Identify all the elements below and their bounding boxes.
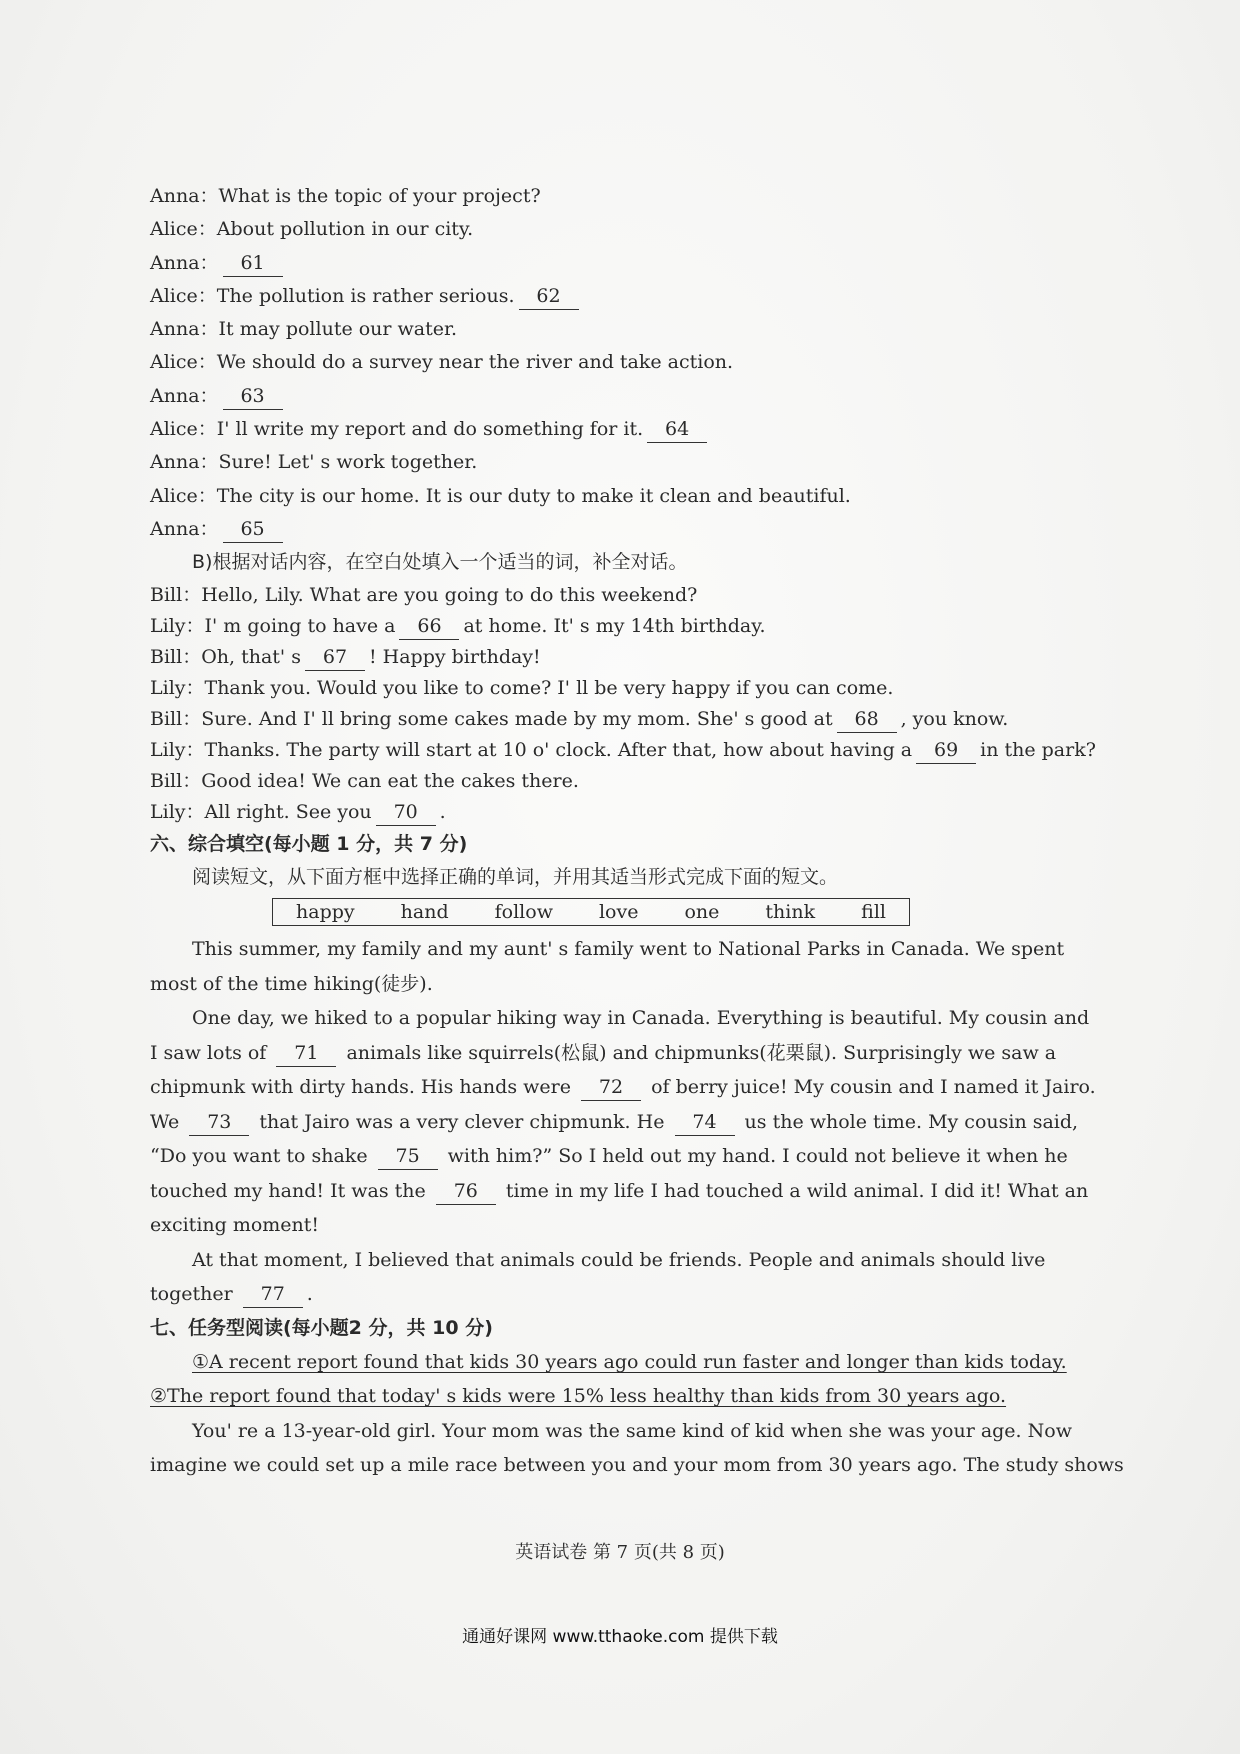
dialogue-line	[150, 513, 1040, 546]
passage-line	[150, 1139, 1068, 1174]
dialogue-text: Oh, that' s	[201, 645, 301, 668]
speaker-label: Anna：	[150, 185, 219, 207]
dialogue-line	[150, 313, 1040, 346]
passage-line: One day, we hiked to a popular hiking way in Canada. Everything is beautiful. My cousin and	[192, 1007, 1090, 1030]
dialogue-text: About pollution in our city.	[216, 218, 474, 241]
blank-62[interactable]: 62	[519, 283, 579, 310]
page-content	[150, 180, 1124, 1483]
text: animals like squirrels(松鼠) and chipmunks(花栗鼠). Surprisingly we saw a	[346, 1041, 1057, 1064]
blank-63[interactable]: 63	[223, 383, 283, 410]
dialogue-line	[150, 673, 1040, 704]
dialogue-a	[150, 180, 1040, 546]
blank-73[interactable]: 73	[189, 1109, 249, 1136]
dialogue-line	[150, 580, 1040, 611]
text: of berry juice! My cousin and I named it Jairo.	[651, 1076, 1096, 1099]
section-7-title: 七、任务型阅读(每小题2 分，共 10 分)	[150, 1316, 493, 1339]
passage-paragraph-2	[150, 1001, 1096, 1243]
dialogue-line	[150, 180, 1040, 213]
blank-77[interactable]: 77	[243, 1281, 303, 1308]
passage-line: imagine we could set up a mile race between you and your mom from 30 years ago. The study shows	[150, 1454, 1124, 1477]
dialogue-text: All right. See you	[204, 800, 372, 823]
text: that Jairo was a very clever chipmunk. He	[259, 1110, 665, 1133]
dialogue-text: in the park?	[980, 738, 1096, 761]
blank-71[interactable]: 71	[276, 1040, 336, 1067]
dialogue-text: Hello, Lily. What are you going to do this weekend?	[201, 583, 698, 606]
blank-70[interactable]: 70	[376, 799, 436, 826]
text: We	[150, 1110, 180, 1133]
dialogue-text: The city is our home. It is our duty to make it clean and beautiful.	[216, 484, 851, 507]
speaker-label: Anna：	[150, 251, 219, 274]
speaker-label: Lily：	[150, 614, 205, 637]
dialogue-line	[150, 480, 1040, 513]
dialogue-text: ! Happy birthday!	[368, 645, 541, 668]
dialogue-line	[150, 704, 1040, 735]
dialogue-line	[150, 213, 1040, 246]
word-bank-item: follow	[494, 901, 553, 924]
dialogue-line	[150, 280, 1040, 313]
dialogue-text: Sure! Let' s work together.	[218, 451, 478, 474]
dialogue-line	[150, 797, 1040, 828]
dialogue-line	[150, 642, 1040, 673]
passage-line	[150, 1277, 1040, 1312]
speaker-label: Anna：	[150, 517, 219, 540]
dialogue-text: Thanks. The party will start at 10 o' clock. After that, how about having a	[204, 738, 913, 761]
speaker-label: Lily：	[150, 676, 205, 699]
dialogue-text: Sure. And I' ll bring some cakes made by my mom. She' s good at	[201, 707, 833, 730]
text: chipmunk with dirty hands. His hands were	[150, 1076, 571, 1099]
passage-line: You' re a 13-year-old girl. Your mom was the same kind of kid when she was your age. Now	[192, 1419, 1072, 1442]
passage-paragraph-1	[150, 932, 1065, 1001]
blank-61[interactable]: 61	[223, 250, 283, 277]
underlined-sentence-1: ①A recent report found that kids 30 years ago could run faster and longer than kids today.	[192, 1350, 1067, 1373]
word-bank-item: hand	[400, 901, 449, 924]
blank-69[interactable]: 69	[916, 737, 976, 764]
word-bank-item: love	[598, 901, 639, 924]
speaker-label: Bill：	[150, 645, 202, 668]
dialogue-b	[150, 580, 1096, 828]
speaker-label: Bill：	[150, 583, 202, 606]
blank-74[interactable]: 74	[675, 1109, 735, 1136]
underlined-sentence-2: ②The report found that today' s kids were 15% less healthy than kids from 30 years ago.	[150, 1385, 1007, 1408]
blank-66[interactable]: 66	[399, 613, 459, 640]
dialogue-line	[150, 346, 1040, 379]
speaker-label: Alice：	[150, 484, 217, 507]
text: I saw lots of	[150, 1041, 267, 1064]
text: time in my life I had touched a wild animal. I did it! What an	[505, 1179, 1089, 1202]
page-footer: 英语试卷 第 7 页(共 8 页)	[515, 1542, 725, 1563]
passage-line: This summer, my family and my aunt' s family went to National Parks in Canada. We spent	[192, 938, 1065, 961]
dialogue-line	[150, 766, 1040, 797]
dialogue-line	[150, 413, 1040, 446]
download-watermark: 通通好课网 www.tthaoke.com 提供下载	[462, 1627, 778, 1647]
word-bank-box	[272, 898, 910, 926]
passage-line: most of the time hiking(徒步).	[150, 972, 433, 995]
speaker-label: Lily：	[150, 800, 205, 823]
speaker-label: Lily：	[150, 738, 205, 761]
passage-line: At that moment, I believed that animals could be friends. People and animals should live	[192, 1248, 1046, 1271]
text: together	[150, 1283, 233, 1306]
text: “Do you want to shake	[150, 1145, 368, 1168]
text: touched my hand! It was the	[150, 1179, 426, 1202]
dialogue-text: What is the topic of your project?	[218, 185, 541, 207]
dialogue-text: We should do a survey near the river and take action.	[216, 351, 734, 374]
passage-line	[150, 1174, 1089, 1209]
dialogue-line	[150, 380, 1040, 413]
word-bank-item: fill	[861, 901, 886, 924]
passage-paragraph-3	[150, 1243, 1046, 1312]
dialogue-text: I' m going to have a	[204, 614, 396, 637]
speaker-label: Bill：	[150, 769, 202, 792]
blank-76[interactable]: 76	[436, 1178, 496, 1205]
dialogue-text: It may pollute our water.	[218, 318, 458, 341]
passage-line	[150, 1105, 1079, 1140]
section-7-text	[150, 1345, 1124, 1483]
dialogue-line	[150, 446, 1040, 479]
dialogue-line	[150, 735, 1096, 766]
dialogue-line	[150, 611, 1040, 642]
passage-line: exciting moment!	[150, 1214, 320, 1237]
speaker-label: Anna：	[150, 384, 219, 407]
speaker-label: Alice：	[150, 218, 217, 241]
dialogue-text: Thank you. Would you like to come? I' ll be very happy if you can come.	[204, 676, 894, 699]
passage-line	[150, 1070, 1096, 1105]
section-6-title: 六、综合填空(每小题 1 分，共 7 分)	[150, 832, 468, 855]
text: with him?” So I held out my hand. I could not believe it when he	[447, 1145, 1068, 1168]
speaker-label: Alice：	[150, 351, 217, 374]
word-bank-item: happy	[296, 901, 355, 924]
blank-75[interactable]: 75	[378, 1143, 438, 1170]
speaker-label: Alice：	[150, 418, 217, 441]
blank-68[interactable]: 68	[837, 706, 897, 733]
blank-67[interactable]: 67	[305, 644, 365, 671]
text: .	[306, 1283, 313, 1306]
speaker-label: Anna：	[150, 451, 219, 474]
blank-64[interactable]: 64	[647, 416, 707, 443]
speaker-label: Anna：	[150, 318, 219, 341]
text: us the whole time. My cousin said,	[744, 1110, 1079, 1133]
word-bank-item: think	[765, 901, 816, 924]
dialogue-line	[150, 247, 1040, 280]
passage-line	[150, 1036, 1057, 1071]
speaker-label: Bill：	[150, 707, 202, 730]
blank-72[interactable]: 72	[581, 1074, 641, 1101]
dialogue-text: Good idea! We can eat the cakes there.	[201, 769, 579, 792]
section-6-instruction: 阅读短文，从下面方框中选择正确的单词，并用其适当形式完成下面的短文。	[192, 865, 839, 888]
dialogue-text: , you know.	[900, 707, 1009, 730]
speaker-label: Alice：	[150, 284, 217, 307]
dialogue-text: The pollution is rather serious.	[216, 284, 515, 307]
blank-65[interactable]: 65	[223, 516, 283, 543]
dialogue-text: at home. It' s my 14th birthday.	[463, 614, 766, 637]
dialogue-text: .	[439, 800, 446, 823]
dialogue-text: I' ll write my report and do something for it.	[216, 418, 644, 441]
word-bank-item: one	[684, 901, 720, 924]
part-b-instruction: B)根据对话内容，在空白处填入一个适当的词，补全对话。	[192, 551, 688, 574]
